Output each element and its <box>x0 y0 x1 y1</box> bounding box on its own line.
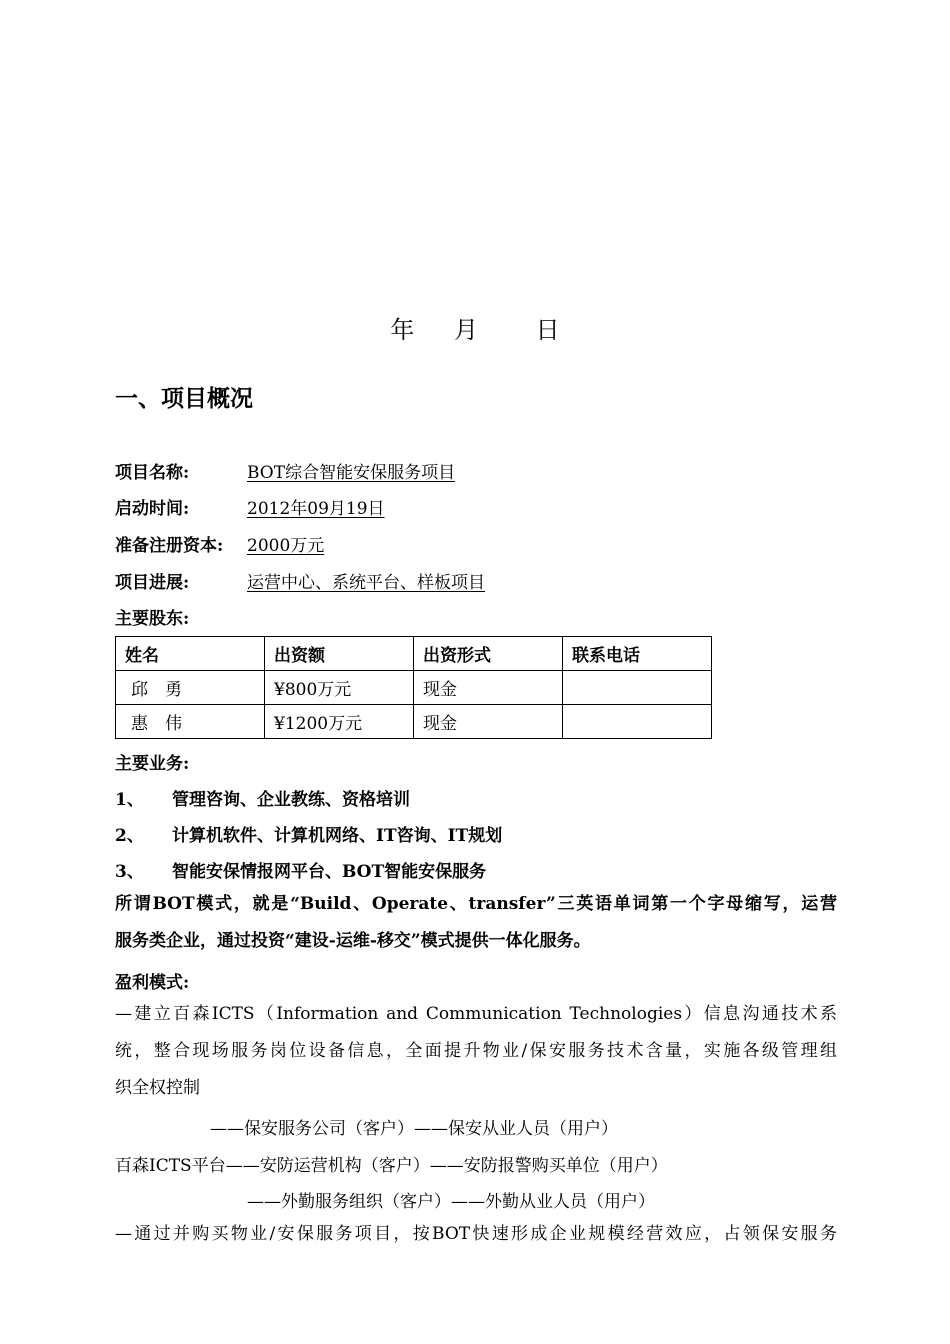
paragraph-line: —通过并购买物业/安保服务项目，按BOT快速形成企业规模经营效应，占领保安服务 <box>115 1224 837 1244</box>
paragraph-line: —建立百森ICTS（Information and Communication Technologies）信息沟通技术系 <box>115 1004 837 1024</box>
paragraph-line: 服务类企业，通过投资“建设-运维-移交”模式提供一体化服务。 <box>115 931 591 951</box>
paragraph-line: 统，整合现场服务岗位设备信息，全面提升物业/保安服务技术含量，实施各级管理组 <box>115 1041 837 1061</box>
list-item <box>115 785 410 810</box>
list-text: 智能安保情报网平台、BOT智能安保服务 <box>172 862 487 882</box>
date-year: 年 <box>390 316 415 344</box>
date-day: 日 <box>535 316 560 344</box>
field-value: 2000万元 <box>247 536 325 556</box>
profit-paragraph-2 <box>115 1216 837 1253</box>
table-cell: 邱 勇 <box>116 671 265 705</box>
list-number: 3、 <box>115 862 144 882</box>
list-item <box>115 857 486 882</box>
header-cell: 姓名 <box>116 637 265 671</box>
field-label: 项目名称: <box>115 463 190 483</box>
list-number: 1、 <box>115 790 144 810</box>
table-cell: 惠 伟 <box>116 705 265 739</box>
table-cell: ¥800万元 <box>265 671 414 705</box>
field-value: 运营中心、系统平台、样板项目 <box>247 573 485 593</box>
list-number: 2、 <box>115 826 144 846</box>
field-label: 准备注册资本: <box>115 536 224 556</box>
list-item <box>115 821 502 846</box>
table-cell: ¥1200万元 <box>265 705 414 739</box>
table-cell <box>563 671 712 705</box>
header-cell: 出资形式 <box>414 637 563 671</box>
field-label: 项目进展: <box>115 573 190 593</box>
profit-paragraph-1 <box>115 996 837 1107</box>
service-chain-1: ——保安服务公司（客户）——保安从业人员（用户） <box>210 1119 618 1139</box>
table-header-row <box>116 637 712 671</box>
table-cell <box>563 705 712 739</box>
shareholders-label: 主要股东: <box>115 609 190 629</box>
shareholders-table <box>115 636 712 739</box>
section-title: 一、项目概况 <box>115 385 253 412</box>
paragraph-line: 织全权控制 <box>115 1078 200 1098</box>
header-cell: 出资额 <box>265 637 414 671</box>
bot-explanation <box>115 886 837 960</box>
service-chain-3: ——外勤服务组织（客户）——外勤从业人员（用户） <box>247 1192 655 1212</box>
date-month: 月 <box>454 316 478 344</box>
field-value: 2012年09月19日 <box>247 499 385 519</box>
table-row <box>116 671 712 705</box>
table-cell: 现金 <box>414 705 563 739</box>
profit-label: 盈利模式: <box>115 973 190 993</box>
table-cell: 现金 <box>414 671 563 705</box>
list-text: 计算机软件、计算机网络、IT咨询、IT规划 <box>172 826 503 846</box>
list-text: 管理咨询、企业教练、资格培训 <box>172 790 410 810</box>
field-value: BOT综合智能安保服务项目 <box>247 463 456 483</box>
business-label: 主要业务: <box>115 754 190 774</box>
date-line <box>0 310 950 345</box>
table-row <box>116 705 712 739</box>
paragraph-line: 所谓BOT模式，就是“Build、Operate、transfer”三英语单词第一个字母缩写，运营 <box>115 894 837 914</box>
service-chain-2: 百森ICTS平台——安防运营机构（客户）——安防报警购买单位（用户） <box>115 1156 668 1176</box>
header-cell: 联系电话 <box>563 637 712 671</box>
field-label: 启动时间: <box>115 499 190 519</box>
